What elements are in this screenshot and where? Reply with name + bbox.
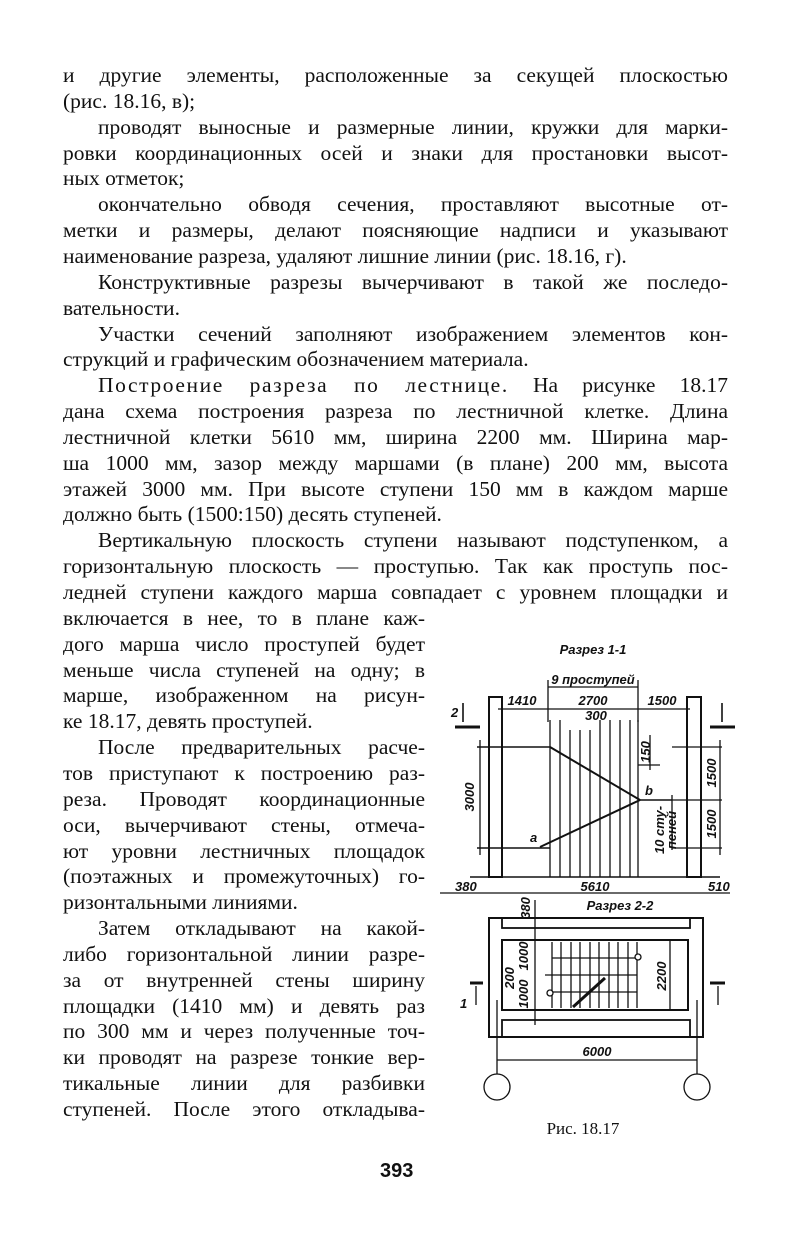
axis-marker-circle — [484, 1074, 510, 1100]
text-line: Затем откладывают на какой- — [98, 916, 425, 941]
text-line: проводят выносные и размерные линии, кружки для марки- — [98, 114, 728, 139]
text-line: либо горизонтальной линии разре- — [63, 941, 425, 966]
section-mark-label: 2 — [451, 705, 459, 720]
text-line: ледней ступени каждого марша совпадает с уровнем площадки и — [63, 580, 728, 604]
dim-label: 6000 — [582, 1044, 612, 1059]
text-line: тов приступают к построению раз- — [63, 760, 425, 785]
left-wall — [489, 697, 502, 877]
dim-label: 2200 — [654, 961, 669, 991]
text-line: и другие элементы, расположенные за секущей плоскостью — [63, 63, 728, 87]
section-mark-label: 1 — [460, 996, 468, 1011]
text-line: После предварительных расче- — [98, 735, 425, 760]
text-line: ша 1000 мм, зазор между маршами (в плане) 200 мм, высота — [63, 450, 728, 475]
text-line: площадки (1410 мм) и девять раз — [63, 993, 425, 1018]
dim-label: 510 — [708, 879, 730, 894]
text-line: меньше числа ступеней на одну; в — [63, 657, 425, 682]
text-line: ризонтальными линиями. — [63, 890, 298, 915]
text-line: Конструктивные разрезы вычерчивают в такой же последо- — [98, 269, 728, 294]
point-b-label: b — [645, 783, 653, 798]
text-line: по 300 мм и через полученные точ- — [63, 1019, 425, 1044]
dim-label: 1500 — [704, 809, 719, 839]
text-line: (поэтажных и промежуточных) го- — [63, 864, 425, 889]
dim-label: 2700 — [578, 693, 608, 708]
dim-label: 200 — [502, 967, 517, 989]
dim-label: 300 — [585, 708, 607, 723]
figure-caption: Рис. 18.17 — [546, 1119, 620, 1138]
text-line: за от внутренней стены ширину — [63, 967, 425, 992]
steps-label: пеней — [664, 810, 679, 850]
section-2-title: Разрез 2-2 — [586, 898, 654, 913]
section-heading: Построение разреза по лестнице. — [98, 373, 509, 398]
step-lines — [550, 720, 638, 877]
dim-label: 1500 — [704, 758, 719, 788]
steps-label: 10 сту- — [652, 805, 667, 855]
dim-label: 1000 — [516, 979, 531, 1009]
page-number: 393 — [380, 1160, 414, 1182]
text-line: Участки сечений заполняют изображением элементов кон- — [98, 321, 728, 346]
text-line: ке 18.17, девять проступей. — [63, 709, 313, 734]
dim-label: 380 — [518, 897, 533, 919]
text-line: окончательно обводя сечения, проставляют высотные от- — [98, 192, 728, 217]
text-line: (рис. 18.16, в); — [63, 88, 196, 113]
text-line: ровки координационных осей и знаки для простановки высот- — [63, 140, 728, 165]
text-line: Вертикальную плоскость ступени называют подступенком, а — [98, 528, 728, 553]
text-line: метки и размеры, делают поясняющие надписи и указывают — [63, 218, 728, 243]
treads-label: 9 проступей — [551, 672, 635, 687]
dim-label: 1410 — [507, 693, 537, 708]
dim-label: 150 — [638, 741, 653, 763]
axis-marker-circle — [684, 1074, 710, 1100]
text-line: ют уровни лестничных площадок — [63, 838, 425, 863]
text-line: вательности. — [63, 295, 180, 320]
text-line: лестничной клетки 5610 мм, ширина 2200 мм. Ширина мар- — [63, 424, 728, 449]
plan-steps — [545, 942, 637, 1008]
point-a-label: a — [530, 830, 538, 845]
text-line: марше, изображенном на рисун- — [63, 683, 425, 708]
dim-label: 380 — [455, 879, 477, 894]
dim-label: 1000 — [516, 941, 531, 971]
right-wall — [687, 697, 701, 877]
text-line: струкций и графическим обозначением материала. — [63, 347, 529, 372]
text-line: этажей 3000 мм. При высоте ступени 150 мм в каждом марше — [63, 476, 728, 501]
text-line: включается в нее, то в плане каж- — [63, 605, 425, 630]
dim-label: 5610 — [580, 879, 610, 894]
text-line: тикальные линии для разбивки — [63, 1071, 425, 1096]
text-line: наименование разреза, удаляют лишние линии (рис. 18.16, г). — [63, 243, 627, 268]
text-line: ных отметок; — [63, 166, 185, 191]
text-line: оси, вычерчивают стены, отмеча- — [63, 812, 425, 837]
text-line: ступеней. После этого откладыва- — [63, 1097, 425, 1121]
text-line: реза. Проводят координационные — [63, 786, 425, 811]
section-1-title: Разрез 1-1 — [559, 642, 627, 657]
text-line: Построение разреза по лестнице. На рисунке 18.17 — [98, 373, 728, 398]
dim-label: 3000 — [462, 782, 477, 812]
text-line: горизонтальную плоскость — проступью. Так как проступь пос- — [63, 554, 728, 579]
text-line: дого марша число проступей будет — [63, 631, 425, 656]
dim-label: 1500 — [647, 693, 677, 708]
text-line: должно быть (1500:150) десять ступеней. — [63, 502, 442, 527]
text-line: дана схема построения разреза по лестничной клетке. Длина — [63, 399, 728, 424]
text-line: ки проводят на разрезе тонкие вер- — [63, 1045, 425, 1070]
